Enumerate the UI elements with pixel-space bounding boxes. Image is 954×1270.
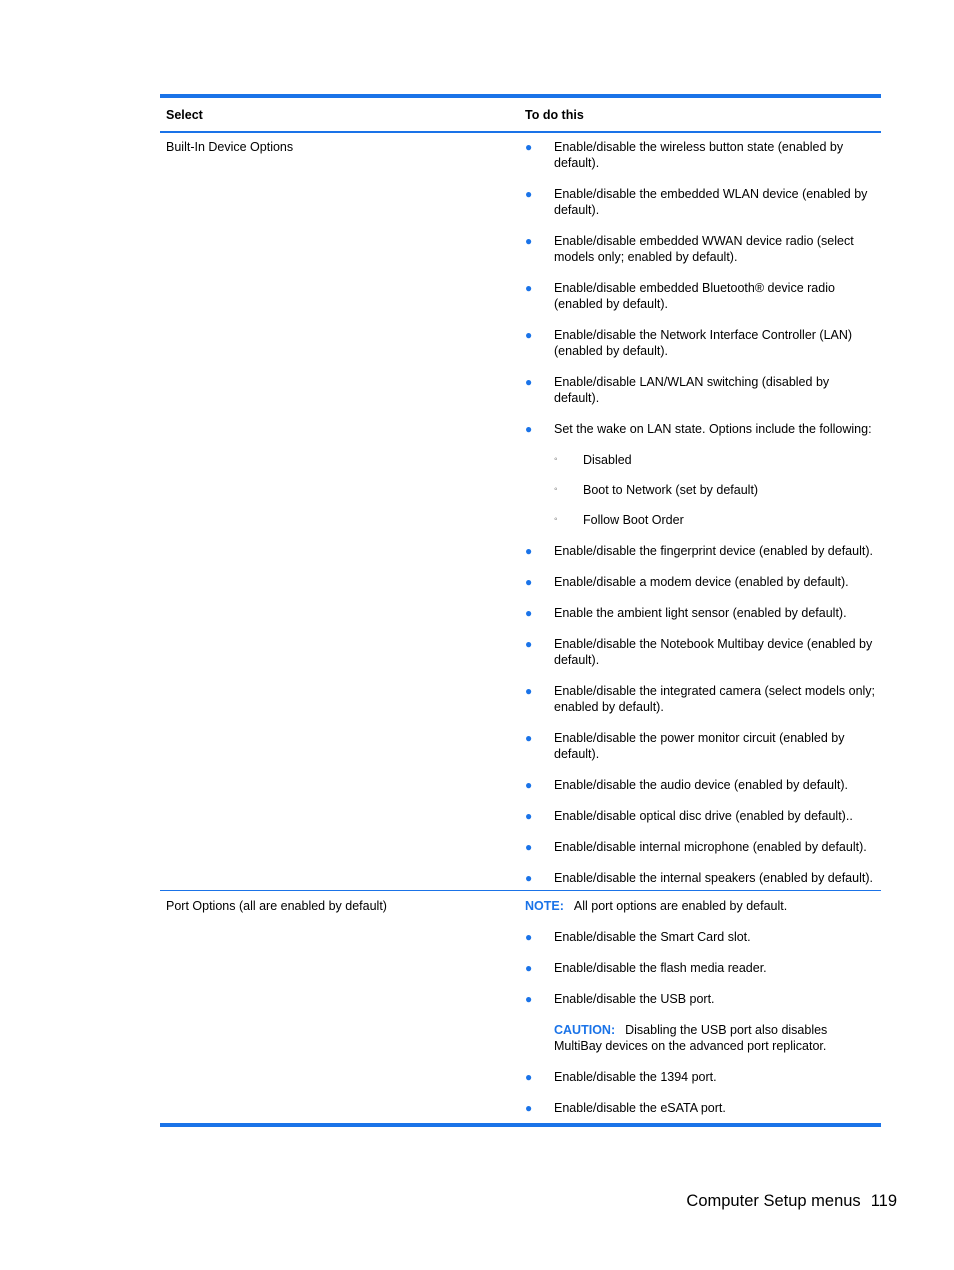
bullet-icon: ● bbox=[525, 375, 533, 389]
list-item bbox=[525, 374, 875, 406]
note-text: All port options are enabled by default. bbox=[573, 899, 788, 913]
list-item bbox=[525, 636, 875, 668]
list-item bbox=[525, 870, 875, 886]
item-text: Enable/disable the internal speakers (enabled by default). bbox=[554, 871, 873, 885]
bullet-icon: ● bbox=[525, 422, 533, 436]
item-text: Enable/disable the wireless button state (enabled by default). bbox=[554, 140, 844, 170]
row-select-label: Built-In Device Options bbox=[160, 132, 519, 891]
row-actions bbox=[519, 891, 881, 1126]
header-to-do-this: To do this bbox=[519, 96, 881, 132]
bullet-icon: ● bbox=[525, 778, 533, 792]
list-item bbox=[525, 730, 875, 762]
sub-list-item bbox=[554, 482, 875, 498]
caution-text: Disabling the USB port also disables MultiBay devices on the advanced port replicator. bbox=[554, 1023, 828, 1053]
list-item bbox=[525, 139, 875, 171]
row-actions bbox=[519, 132, 881, 891]
page-number: 119 bbox=[870, 1192, 897, 1210]
bullet-icon: ● bbox=[525, 684, 533, 698]
circle-bullet-icon: ◦ bbox=[554, 514, 558, 525]
bullet-icon: ● bbox=[525, 544, 533, 558]
bullet-icon: ● bbox=[525, 1101, 533, 1115]
note-label: NOTE: bbox=[525, 899, 564, 913]
caution bbox=[554, 1022, 875, 1054]
list-item bbox=[525, 327, 875, 359]
list-item bbox=[525, 543, 875, 559]
item-text: Enable/disable the embedded WLAN device (enabled by default). bbox=[554, 187, 868, 217]
table-header-row bbox=[160, 96, 881, 132]
list-item bbox=[525, 574, 875, 590]
bullet-icon: ● bbox=[525, 328, 533, 342]
bullet-icon: ● bbox=[525, 871, 533, 885]
list-item bbox=[525, 605, 875, 621]
item-text: Enable/disable the USB port. bbox=[554, 992, 715, 1006]
item-text: Enable/disable the integrated camera (select models only; enabled by default). bbox=[554, 684, 876, 714]
circle-bullet-icon: ◦ bbox=[554, 454, 558, 465]
list-item bbox=[525, 1069, 875, 1085]
bullet-icon: ● bbox=[525, 731, 533, 745]
bullet-icon: ● bbox=[525, 840, 533, 854]
list-item bbox=[525, 777, 875, 793]
list-item bbox=[525, 960, 875, 976]
sub-list-item bbox=[554, 452, 875, 468]
item-text: Enable/disable the fingerprint device (enabled by default). bbox=[554, 544, 873, 558]
list-item bbox=[525, 683, 875, 715]
list-item bbox=[525, 991, 875, 1054]
list-item bbox=[525, 839, 875, 855]
item-text: Enable the ambient light sensor (enabled by default). bbox=[554, 606, 847, 620]
item-text: Enable/disable the flash media reader. bbox=[554, 961, 767, 975]
bullet-icon: ● bbox=[525, 809, 533, 823]
item-text: Enable/disable embedded Bluetooth® device radio (enabled by default). bbox=[554, 281, 835, 311]
item-text: Enable/disable the Notebook Multibay device (enabled by default). bbox=[554, 637, 873, 667]
item-text: Enable/disable the power monitor circuit (enabled by default). bbox=[554, 731, 845, 761]
list-item bbox=[525, 280, 875, 312]
table-row bbox=[160, 891, 881, 1126]
bullet-icon: ● bbox=[525, 575, 533, 589]
item-text: Enable/disable the audio device (enabled by default). bbox=[554, 778, 848, 792]
bullet-icon: ● bbox=[525, 234, 533, 248]
item-text: Set the wake on LAN state. Options include the following: bbox=[554, 422, 872, 436]
list-item bbox=[525, 929, 875, 945]
port-options-list bbox=[525, 929, 875, 1116]
list-item bbox=[525, 233, 875, 265]
footer-section-title: Computer Setup menus bbox=[686, 1192, 861, 1210]
page-footer bbox=[686, 1192, 897, 1211]
item-text: Enable/disable the eSATA port. bbox=[554, 1101, 726, 1115]
sub-item-text: Disabled bbox=[583, 453, 632, 467]
settings-table bbox=[160, 94, 881, 1127]
row-select-label: Port Options (all are enabled by default) bbox=[160, 891, 519, 1126]
table-row bbox=[160, 132, 881, 891]
sub-list-item bbox=[554, 512, 875, 528]
circle-bullet-icon: ◦ bbox=[554, 484, 558, 495]
wake-on-lan-options bbox=[554, 452, 875, 528]
bullet-icon: ● bbox=[525, 140, 533, 154]
bullet-icon: ● bbox=[525, 606, 533, 620]
sub-item-text: Boot to Network (set by default) bbox=[583, 483, 759, 497]
item-text: Enable/disable the 1394 port. bbox=[554, 1070, 717, 1084]
bullet-icon: ● bbox=[525, 930, 533, 944]
list-item bbox=[525, 421, 875, 528]
item-text: Enable/disable the Network Interface Controller (LAN) (enabled by default). bbox=[554, 328, 853, 358]
item-text: Enable/disable a modem device (enabled by default). bbox=[554, 575, 849, 589]
bullet-icon: ● bbox=[525, 1070, 533, 1084]
list-item bbox=[525, 1100, 875, 1116]
sub-item-text: Follow Boot Order bbox=[583, 513, 684, 527]
item-text: Enable/disable internal microphone (enabled by default). bbox=[554, 840, 867, 854]
item-text: Enable/disable LAN/WLAN switching (disabled by default). bbox=[554, 375, 830, 405]
item-text: Enable/disable optical disc drive (enabled by default).. bbox=[554, 809, 853, 823]
list-item bbox=[525, 186, 875, 218]
header-select: Select bbox=[160, 96, 519, 132]
note bbox=[525, 898, 875, 914]
list-item bbox=[525, 808, 875, 824]
item-text: Enable/disable embedded WWAN device radio (select models only; enabled by default). bbox=[554, 234, 854, 264]
caution-label: CAUTION: bbox=[554, 1023, 616, 1037]
item-text: Enable/disable the Smart Card slot. bbox=[554, 930, 751, 944]
built-in-options-list bbox=[525, 139, 875, 886]
bullet-icon: ● bbox=[525, 281, 533, 295]
bullet-icon: ● bbox=[525, 187, 533, 201]
bullet-icon: ● bbox=[525, 637, 533, 651]
bullet-icon: ● bbox=[525, 961, 533, 975]
bullet-icon: ● bbox=[525, 992, 533, 1006]
